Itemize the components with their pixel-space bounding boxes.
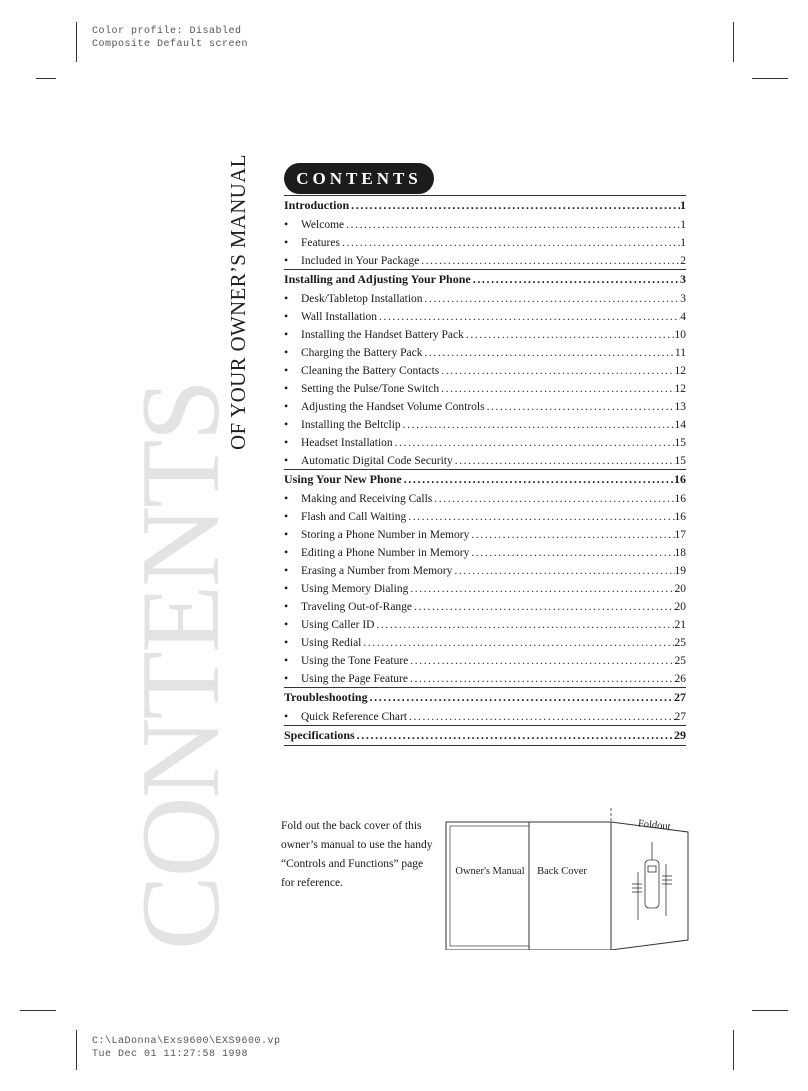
print-footer-line: Tue Dec 01 11:27:58 1998 — [92, 1049, 249, 1060]
toc-entry-label: Storing a Phone Number in Memory — [301, 529, 470, 541]
bullet-icon: • — [284, 399, 289, 413]
toc-item-row — [284, 543, 686, 561]
toc-item-row — [284, 307, 686, 325]
toc-page-number: 1 — [680, 198, 686, 212]
bullet-icon: • — [284, 599, 289, 613]
dot-leader — [419, 252, 680, 269]
dot-leader — [469, 526, 674, 543]
toc-entry-label: Installing the Handset Battery Pack — [301, 329, 464, 341]
contents-watermark: CONTENTS — [119, 381, 243, 950]
foldout-label: Foldout — [637, 818, 672, 833]
bullet-icon: • — [284, 253, 289, 267]
toc-section-row — [284, 726, 686, 745]
dot-leader — [439, 362, 674, 379]
toc-item-row — [284, 233, 686, 251]
toc-item-row — [284, 561, 686, 579]
toc-page-number: 27 — [674, 690, 686, 704]
toc-page-number: 15 — [674, 437, 686, 449]
toc-page-number: 1 — [680, 219, 686, 231]
dot-leader — [368, 688, 674, 707]
toc-page-number: 18 — [674, 547, 686, 559]
toc-page-number: 15 — [674, 455, 686, 467]
dot-leader — [344, 216, 680, 233]
toc-page-number: 10 — [674, 329, 686, 341]
bullet-icon: • — [284, 217, 289, 231]
toc-page-number: 1 — [680, 237, 686, 249]
dot-leader — [485, 398, 675, 415]
toc-item-row — [284, 433, 686, 451]
print-footer — [92, 1035, 281, 1061]
toc-page-number: 25 — [674, 655, 686, 667]
print-header-line: Color profile: Disabled — [92, 26, 242, 37]
dot-leader — [408, 670, 675, 687]
toc-item-row — [284, 507, 686, 525]
dot-leader — [469, 544, 674, 561]
toc-entry-label: Specifications — [284, 728, 355, 742]
bullet-icon: • — [284, 309, 289, 323]
toc-item-row — [284, 633, 686, 651]
section-rule — [284, 745, 686, 746]
toc-entry-label: Using Memory Dialing — [301, 583, 409, 595]
bullet-icon: • — [284, 617, 289, 631]
toc-entry-label: Editing a Phone Number in Memory — [301, 547, 470, 559]
toc-page-number: 2 — [680, 255, 686, 267]
dot-leader — [407, 708, 674, 725]
toc-item-row — [284, 707, 686, 725]
fold-note-line: for reference. — [281, 877, 343, 889]
toc-entry-label: Setting the Pulse/Tone Switch — [301, 383, 440, 395]
toc-page-number: 26 — [674, 673, 686, 685]
dot-leader — [423, 290, 681, 307]
dot-leader — [464, 326, 675, 343]
bullet-icon: • — [284, 563, 289, 577]
toc-page-number: 16 — [674, 472, 686, 486]
toc-page-number: 14 — [674, 419, 686, 431]
dot-leader — [349, 196, 680, 215]
toc-item-row — [284, 289, 686, 307]
bullet-icon: • — [284, 345, 289, 359]
print-header-line: Composite Default screen — [92, 39, 249, 50]
toc-entry-label: Using Your New Phone — [284, 472, 402, 486]
back-cover-panel — [529, 822, 611, 950]
dot-leader — [408, 652, 674, 669]
toc-entry-label: Using the Page Feature — [301, 673, 408, 685]
bullet-icon: • — [284, 417, 289, 431]
contents-heading: CONTENTS — [284, 163, 434, 194]
crop-mark — [752, 1010, 788, 1011]
toc-page-number: 16 — [674, 511, 686, 523]
toc-entry-label: Wall Installation — [301, 311, 378, 323]
crop-mark — [76, 22, 77, 62]
toc-item-row — [284, 597, 686, 615]
toc-item-row — [284, 579, 686, 597]
toc-section-row — [284, 470, 686, 489]
bullet-icon: • — [284, 381, 289, 395]
toc-item-row — [284, 651, 686, 669]
dot-leader — [377, 308, 680, 325]
toc-entry-label: Erasing a Number from Memory — [301, 565, 453, 577]
bullet-icon: • — [284, 435, 289, 449]
toc-entry-label: Making and Receiving Calls — [301, 493, 433, 505]
dot-leader — [422, 344, 674, 361]
toc-item-row — [284, 397, 686, 415]
table-of-contents — [284, 195, 686, 746]
manual-panel-label: Owner's Manual — [455, 866, 525, 877]
bullet-icon: • — [284, 363, 289, 377]
toc-item-row — [284, 415, 686, 433]
print-footer-line: C:\LaDonna\Exs9600\EXS9600.vp — [92, 1036, 281, 1047]
toc-entry-label: Headset Installation — [301, 437, 393, 449]
toc-entry-label: Using Caller ID — [301, 619, 375, 631]
toc-item-row — [284, 361, 686, 379]
toc-section-row — [284, 270, 686, 289]
fold-note-line: “Controls and Functions” page — [281, 858, 424, 870]
dot-leader — [412, 598, 674, 615]
dot-leader — [452, 562, 674, 579]
toc-page-number: 20 — [674, 583, 686, 595]
toc-entry-label: Installing and Adjusting Your Phone — [284, 272, 471, 286]
bullet-icon: • — [284, 491, 289, 505]
bullet-icon: • — [284, 581, 289, 595]
toc-item-row — [284, 379, 686, 397]
crop-mark — [752, 78, 788, 79]
toc-page-number: 16 — [674, 493, 686, 505]
print-header — [92, 25, 248, 51]
toc-page-number: 3 — [680, 293, 686, 305]
toc-page-number: 19 — [674, 565, 686, 577]
dot-leader — [401, 416, 675, 433]
toc-item-row — [284, 615, 686, 633]
dot-leader — [453, 452, 675, 469]
foldout-diagram — [440, 800, 700, 950]
dot-leader — [432, 490, 674, 507]
toc-page-number: 12 — [674, 383, 686, 395]
crop-mark — [20, 1010, 56, 1011]
toc-section-row — [284, 688, 686, 707]
dot-leader — [355, 726, 674, 745]
bullet-icon: • — [284, 671, 289, 685]
toc-item-row — [284, 251, 686, 269]
toc-page-number: 12 — [674, 365, 686, 377]
toc-entry-label: Automatic Digital Code Security — [301, 455, 453, 467]
toc-entry-label: Desk/Tabletop Installation — [301, 293, 423, 305]
toc-entry-label: Quick Reference Chart — [301, 711, 408, 723]
dot-leader — [361, 634, 674, 651]
toc-section-row — [284, 196, 686, 215]
toc-item-row — [284, 669, 686, 687]
bullet-icon: • — [284, 709, 289, 723]
toc-entry-label: Charging the Battery Pack — [301, 347, 423, 359]
toc-entry-label: Adjusting the Handset Volume Controls — [301, 401, 485, 413]
toc-entry-label: Traveling Out-of-Range — [301, 601, 413, 613]
bullet-icon: • — [284, 509, 289, 523]
toc-page-number: 21 — [674, 619, 686, 631]
crop-mark — [733, 22, 734, 62]
toc-entry-label: Introduction — [284, 198, 350, 212]
fold-note-line: owner’s manual to use the handy — [281, 839, 433, 851]
fold-note — [281, 817, 441, 893]
toc-page-number: 11 — [674, 347, 686, 359]
toc-entry-label: Flash and Call Waiting — [301, 511, 407, 523]
toc-item-row — [284, 325, 686, 343]
toc-page-number: 25 — [674, 637, 686, 649]
toc-item-row — [284, 343, 686, 361]
toc-page-number: 27 — [674, 711, 686, 723]
toc-entry-label: Using Redial — [301, 637, 362, 649]
foldout-panel — [611, 822, 688, 950]
side-title: OF YOUR OWNER’S MANUAL — [226, 154, 250, 450]
toc-entry-label: Troubleshooting — [284, 690, 368, 704]
manual-panel — [446, 822, 530, 950]
toc-page-number: 3 — [680, 272, 686, 286]
bullet-icon: • — [284, 235, 289, 249]
dot-leader — [374, 616, 674, 633]
toc-item-row — [284, 451, 686, 469]
dot-leader — [340, 234, 680, 251]
crop-mark — [733, 1030, 734, 1070]
toc-entry-label: Welcome — [301, 219, 345, 231]
toc-item-row — [284, 215, 686, 233]
bullet-icon: • — [284, 653, 289, 667]
crop-mark — [36, 78, 56, 79]
dot-leader — [471, 270, 680, 289]
toc-item-row — [284, 525, 686, 543]
dot-leader — [393, 434, 675, 451]
bullet-icon: • — [284, 327, 289, 341]
toc-entry-label: Installing the Beltclip — [301, 419, 401, 431]
dot-leader — [406, 508, 674, 525]
toc-page-number: 17 — [674, 529, 686, 541]
bullet-icon: • — [284, 545, 289, 559]
dot-leader — [408, 580, 674, 597]
toc-entry-label: Included in Your Package — [301, 255, 420, 267]
crop-mark — [76, 1030, 77, 1070]
bullet-icon: • — [284, 527, 289, 541]
bullet-icon: • — [284, 453, 289, 467]
toc-page-number: 29 — [674, 728, 686, 742]
back-cover-label: Back Cover — [537, 866, 587, 877]
dot-leader — [439, 380, 674, 397]
bullet-icon: • — [284, 635, 289, 649]
toc-page-number: 20 — [674, 601, 686, 613]
toc-page-number: 13 — [674, 401, 686, 413]
toc-entry-label: Cleaning the Battery Contacts — [301, 365, 440, 377]
dot-leader — [402, 470, 674, 489]
bullet-icon: • — [284, 291, 289, 305]
toc-item-row — [284, 489, 686, 507]
toc-entry-label: Features — [301, 237, 340, 249]
toc-entry-label: Using the Tone Feature — [301, 655, 409, 667]
fold-note-line: Fold out the back cover of this — [281, 820, 422, 832]
toc-page-number: 4 — [680, 311, 686, 323]
